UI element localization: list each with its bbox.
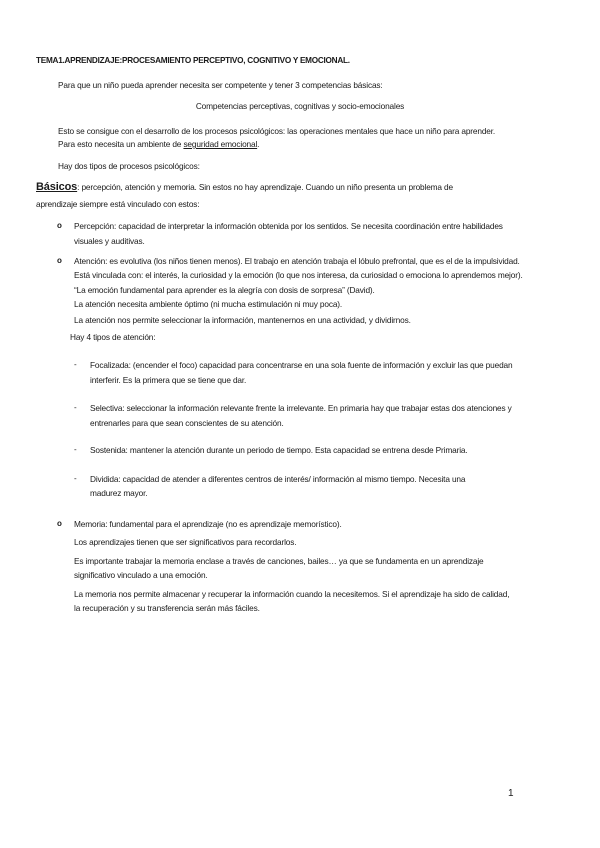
percepcion-line-1: Percepción: capacidad de interpretar la información obtenida por los sentidos. Se necesita coordinación entre habilidades (74, 221, 503, 231)
intro-line-3: Esto se consigue con el desarrollo de los procesos psicológicos: las operaciones mentales que hace un niño para aprender. (58, 126, 496, 136)
memoria-line-5: La memoria nos permite almacenar y recuperar la información cuando la necesitemos. Si el aprendizaje ha sido de calidad, (74, 589, 510, 599)
dash-marker-sostenida: - (74, 445, 77, 454)
memoria-line-4: significativo vinculado a una emoción. (74, 570, 208, 580)
atencion-line-6: Hay 4 tipos de atención: (70, 332, 156, 342)
page-number: 1 (508, 788, 514, 799)
dividida-line-2: madurez mayor. (90, 488, 148, 498)
atencion-line-5: La atención nos permite seleccionar la información, mantenernos en una actividad, y dividirnos. (74, 315, 411, 325)
selectiva-line-2: entrenarles para que sean conscientes de su atención. (90, 418, 284, 428)
memoria-line-3: Es importante trabajar la memoria enclase a través de canciones, bailes… ya que se fundamenta en un aprendizaje (74, 556, 484, 566)
basicos-line-1 (36, 182, 453, 192)
intro-line-5: Hay dos tipos de procesos psicológicos: (58, 161, 200, 171)
sostenida-line-1: Sostenida: mantener la atención durante un periodo de tiempo. Esta capacidad se entrena desde Primaria. (90, 445, 468, 455)
atencion-line-1: Atención: es evolutiva (los niños tienen menos). El trabajo en atención trabaja el lóbulo prefrontal, que es el de la impulsividad. (74, 256, 520, 266)
dash-marker-selectiva: - (74, 403, 77, 412)
intro-line-4-pre: Para esto necesita un ambiente de (58, 139, 184, 149)
basicos-line-2: aprendizaje siempre está vinculado con estos: (36, 199, 200, 209)
atencion-line-2: Está vinculada con: el interés, la curiosidad y la emoción (lo que nos interesa, da curiosidad o emociona lo aprendemos mejor). (74, 270, 523, 280)
atencion-line-4: La atención necesita ambiente óptimo (ni mucha estimulación ni muy poca). (74, 299, 343, 309)
dash-marker-focalizada: - (74, 360, 77, 369)
bullet-marker-atencion: o (57, 256, 62, 265)
document-title: TEMA1.APRENDIZAJE:PROCESAMIENTO PERCEPTIVO, COGNITIVO Y EMOCIONAL. (36, 56, 350, 65)
bullet-marker-memoria: o (57, 519, 62, 528)
bullet-marker-percepcion: o (57, 221, 62, 230)
memoria-line-6: la recuperación y su transferencia serán más fáciles. (74, 603, 260, 613)
atencion-line-3: “La emoción fundamental para aprender es la alegría con dosis de sorpresa” (David). (74, 285, 375, 295)
focalizada-line-2: interferir. Es la primera que se tiene que dar. (90, 375, 247, 385)
intro-line-4 (58, 139, 259, 149)
selectiva-line-1: Selectiva: seleccionar la información relevante frente la irrelevante. En primaria hay que trabajar estas dos atenciones y (90, 403, 512, 413)
competencias-line: Competencias perceptivas, cognitivas y socio-emocionales (195, 101, 405, 111)
memoria-line-1: Memoria: fundamental para el aprendizaje (no es aprendizaje memorístico). (74, 519, 342, 529)
basicos-text: : percepción, atención y memoria. Sin estos no hay aprendizaje. Cuando un niño presenta un problema de (77, 182, 453, 192)
dividida-line-1: Dividida: capacidad de atender a diferentes centros de interés/ información al mismo tiempo. Necesita una (90, 474, 466, 484)
memoria-line-2: Los aprendizajes tienen que ser significativos para recordarlos. (74, 537, 297, 547)
intro-line-4-post: . (257, 139, 260, 149)
basicos-heading: Básicos (36, 181, 78, 193)
seguridad-emocional-link-text: seguridad emocional (183, 139, 258, 149)
percepcion-line-2: visuales y auditivas. (74, 236, 145, 246)
focalizada-line-1: Focalizada: (encender el foco) capacidad para concentrarse en una sola fuente de información y excluir las que puedan (90, 360, 513, 370)
intro-line-1: Para que un niño pueda aprender necesita ser competente y tener 3 competencias básicas: (58, 80, 383, 90)
dash-marker-dividida: - (74, 474, 77, 483)
